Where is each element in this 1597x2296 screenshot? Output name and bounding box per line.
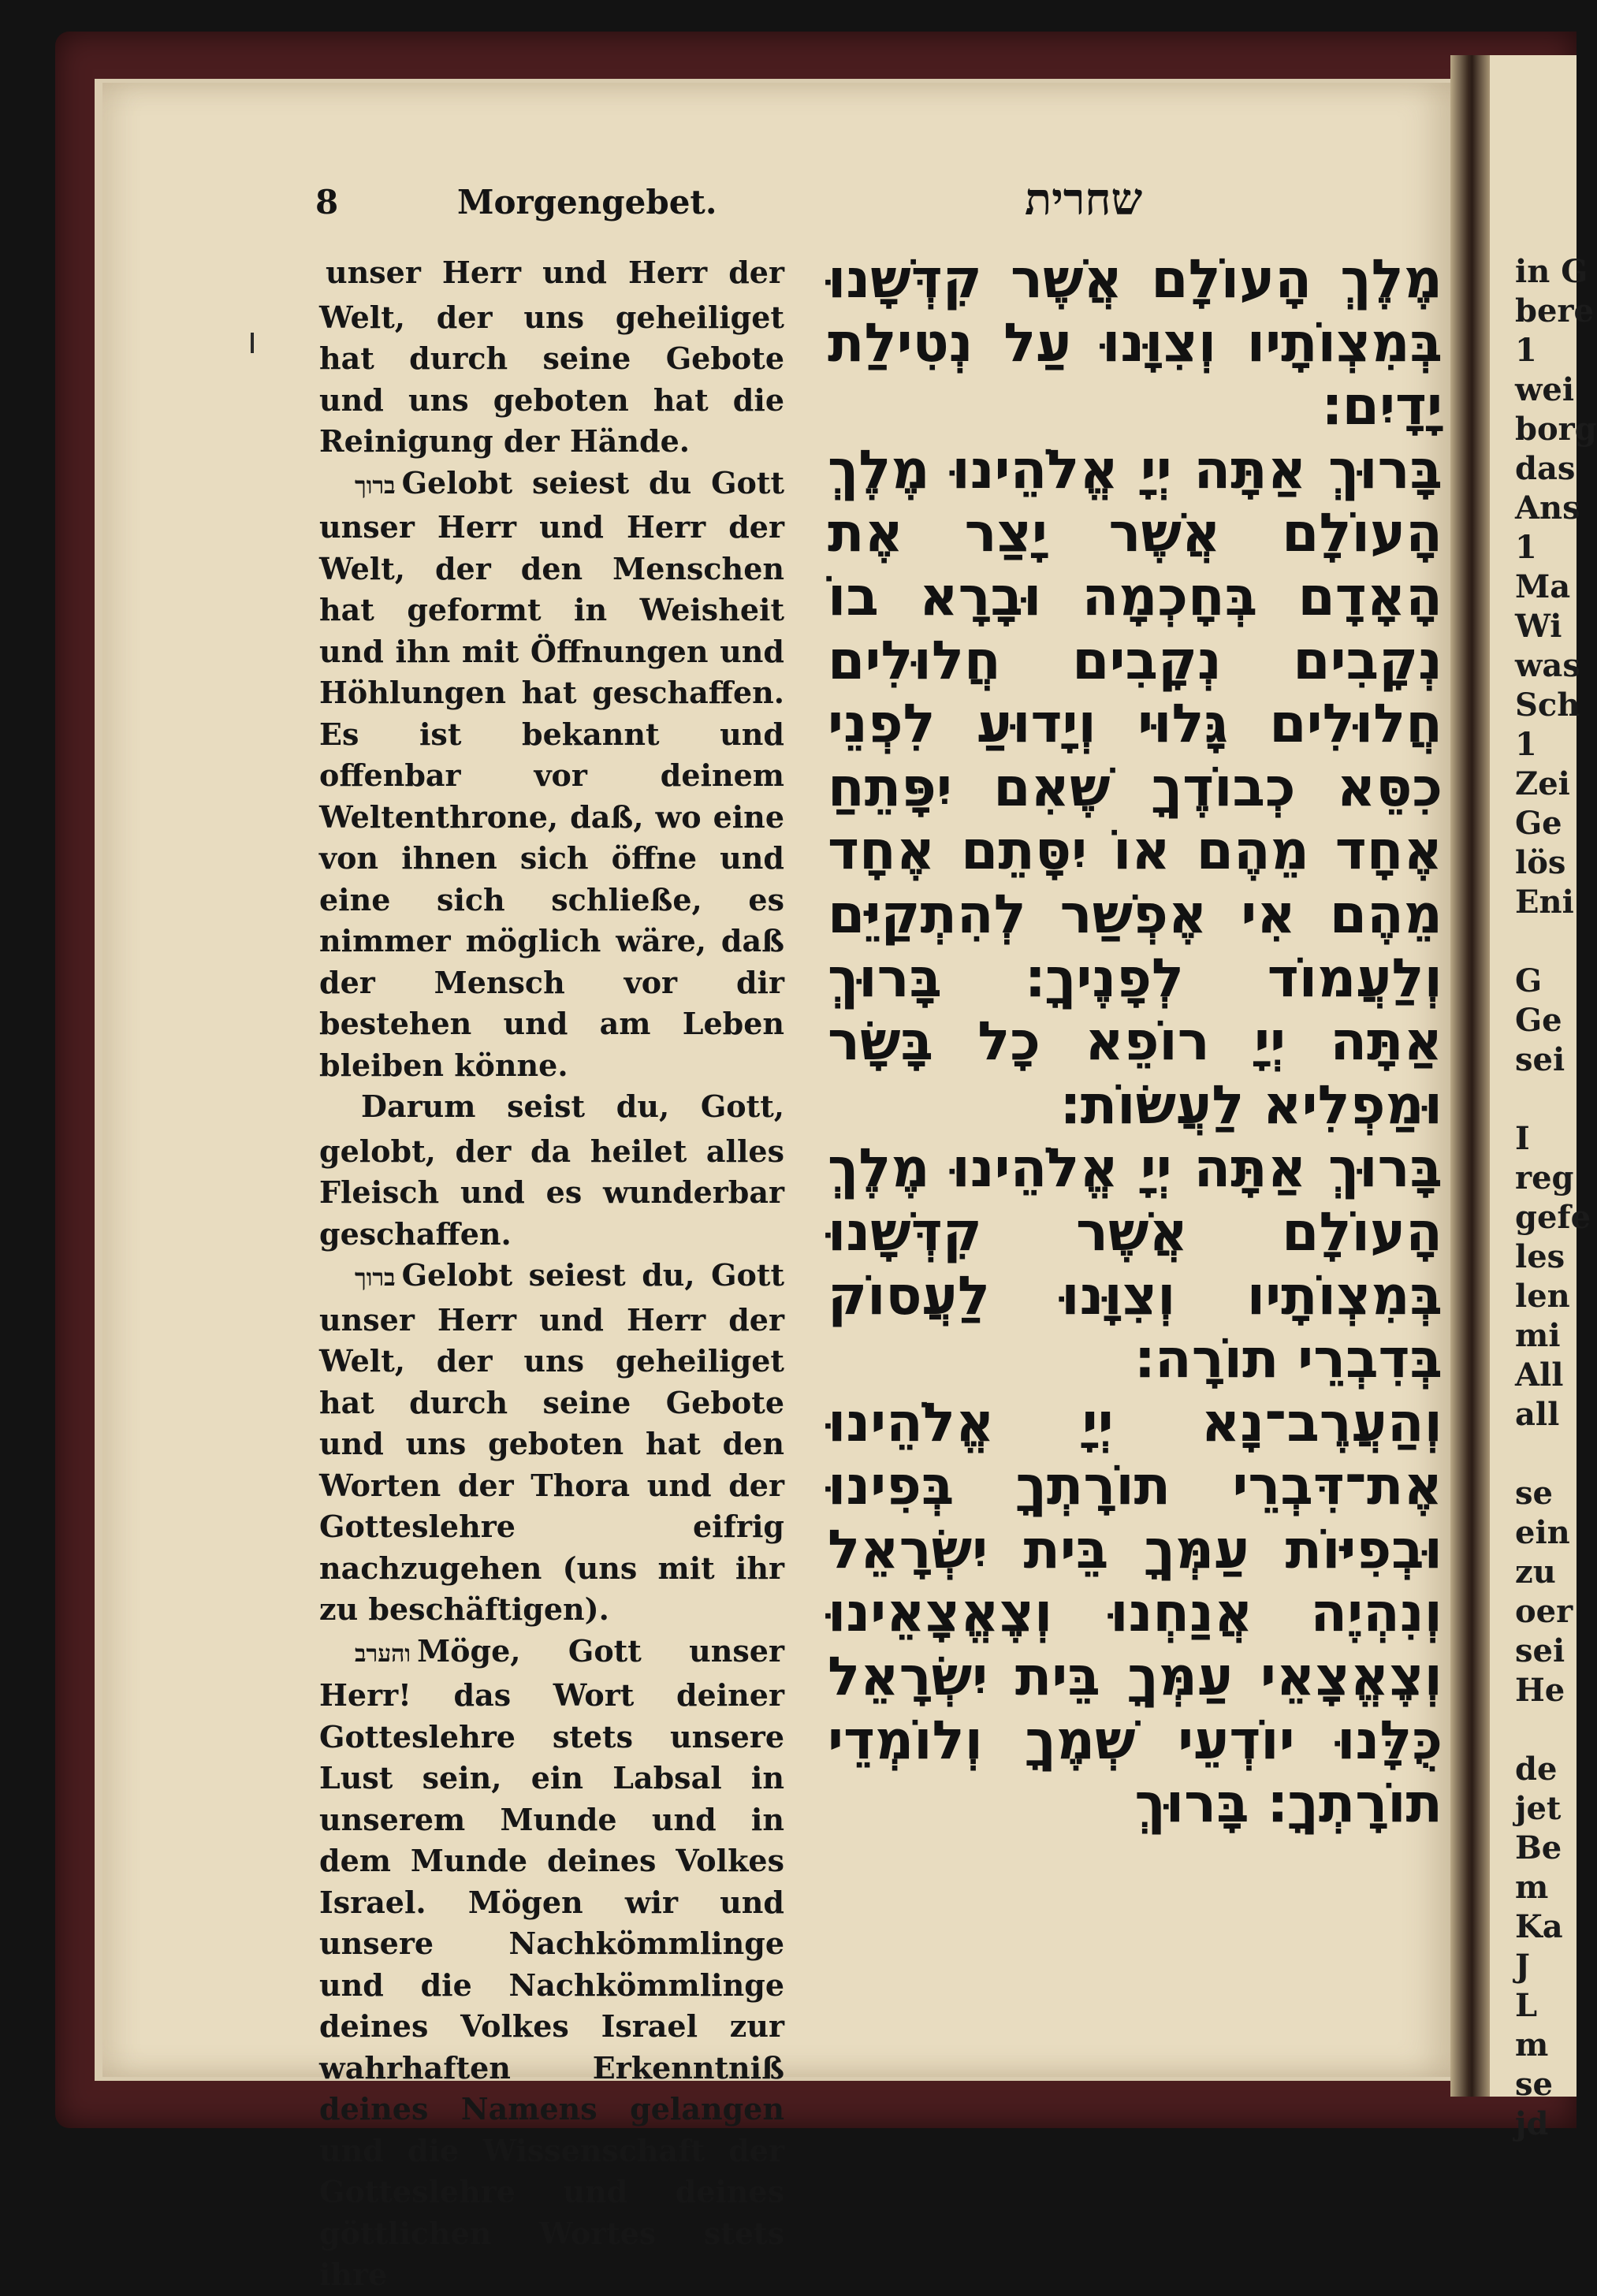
german-paragraph-text: Gelobt seiest du, Gott unser Herr und Herr der Welt, der uns geheiliget hat durch seine Gebote und uns geboten hat den Worten der Thora und der Gotteslehre eifrig nachzugehen (uns mit ihr zu beschäftigen). (319, 1257, 784, 1627)
next-page-text-fragment: Wi (1515, 608, 1562, 645)
german-paragraph-text: Darum seist du, Gott, gelobt, der da heilet alles Fleisch und es wunderbar geschaffen. (319, 1088, 784, 1252)
next-page-text-fragment (1490, 1080, 1577, 1119)
hebrew-paragraph: מֶלֶךְ הָעוֹלָם אֲשֶׁר קִדְּשָׁנוּ בְּמִצְוֹתָיו וְצִוָּנוּ עַל נְטִילַת יָדָיִם׃ (828, 248, 1443, 438)
next-page-text-fragment (1490, 922, 1577, 962)
next-page-text-fragment: jd (1515, 2105, 1549, 2142)
page-number: 8 (315, 183, 339, 221)
next-page-text-fragment: se (1515, 1475, 1553, 1512)
next-page-text-fragment: reg (1515, 1159, 1574, 1196)
next-page-text-fragment: das (1515, 450, 1576, 487)
page-header-right (1025, 173, 1340, 225)
running-title: Morgengebet. (457, 183, 717, 221)
german-paragraph (319, 252, 784, 463)
next-page-text-fragment: Ma (1515, 568, 1571, 605)
next-page-text-fragment: was (1515, 647, 1580, 684)
german-paragraph (319, 1631, 784, 2296)
next-page-text-fragment: Sch (1515, 687, 1580, 724)
german-paragraph (319, 1086, 784, 1255)
next-page-text-fragment: Ge (1515, 1002, 1562, 1039)
next-page-text-fragment: len (1515, 1278, 1570, 1315)
next-page-text-fragment: 1 (1515, 332, 1537, 369)
next-page-text-fragment: Ge (1515, 805, 1562, 842)
hebrew-paragraph: בָּרוּךְ אַתָּה יְיָ אֱלֹהֵינוּ מֶלֶךְ הָעוֹלָם אֲשֶׁר קִדְּשָׁנוּ בְּמִצְוֹתָיו וְצִוָּנוּ לַעֲסוֹק בְּדִבְרֵי תוֹרָה׃ (828, 1137, 1443, 1391)
german-paragraph-text: unser Herr und Herr der Welt, der uns geheiliget hat durch seine Gebote und uns geboten hat die Reinigung der Hände. (319, 255, 784, 459)
german-paragraph (319, 1255, 784, 1631)
next-page-text-fragment: gefe (1515, 1199, 1591, 1236)
next-page-text-fragment: bere (1515, 292, 1594, 329)
german-translation-column (319, 252, 784, 2296)
next-page-edge (1490, 55, 1597, 2142)
next-page-text-fragment: I (1515, 1120, 1530, 1157)
next-page-text-fragment: sei (1515, 1632, 1565, 1669)
next-page-text-fragment: ein (1515, 1514, 1570, 1551)
hebrew-incipit-marker: ברוך (355, 471, 396, 500)
next-page-text-fragment: Ans (1515, 489, 1580, 527)
next-page-text-fragment: L (1515, 1987, 1538, 2024)
next-page-text-fragment: 1 (1515, 529, 1537, 566)
next-page-text-fragment: all (1515, 1396, 1560, 1433)
next-page-text-fragment: zu (1515, 1554, 1556, 1591)
next-page-text-fragment (1490, 1435, 1577, 1474)
next-page-text-fragment: mi (1515, 1317, 1561, 1354)
hebrew-paragraph: בָּרוּךְ אַתָּה יְיָ אֱלֹהֵינוּ מֶלֶךְ הָעוֹלָם אֲשֶׁר יָצַר אֶת הָאָדָם בְּחָכְמָה וּבָרָא בוֹ נְקָבִים נְקָבִים חֲלוּלִים חֲלוּלִים גָּלוּי וְיָדוּעַ לִפְנֵי כִסֵּא כְבוֹדֶךָ שֶׁאִם יִפָּתֵחַ אֶחָד מֵהֶם אוֹ יִסָּתֵם אֶחָד מֵהֶם אִי אֶפְשַׁר לְהִתְקַיֵּם וְלַעֲמוֹד לְפָנֶיךָ׃ בָּרוּךְ אַתָּה יְיָ רוֹפֵא כָל בָּשָׂר וּמַפְלִיא לַעֲשׂוֹת׃ (828, 438, 1443, 1137)
next-page-text-fragment: m (1515, 2026, 1549, 2063)
next-page-text-fragment: Zei (1515, 765, 1570, 802)
next-page-text-fragment: oer (1515, 1593, 1573, 1630)
next-page-text-fragment: lös (1515, 844, 1566, 881)
book-gutter (1450, 55, 1490, 2097)
hebrew-paragraph: וְהַעֲרֶב־נָא יְיָ אֱלֹהֵינוּ אֶת־דִּבְרֵי תוֹרָתְךָ בְּפִינוּ וּבְפִיּוֹת עַמְּךָ בֵּית יִשְׂרָאֵל וְנִהְיֶה אֲנַחְנוּ וְצֶאֱצָאֵינוּ וְצֶאֱצָאֵי עַמְּךָ בֵּית יִשְׂרָאֵל כֻּלָּנוּ יוֹדְעֵי שְׁמֶךָ וְלוֹמְדֵי תוֹרָתְךָ׃ בָּרוּךְ (828, 1391, 1443, 1836)
next-page-text-fragment: borg (1515, 411, 1597, 448)
hebrew-incipit-marker: ברוך (355, 1264, 396, 1292)
next-page-text-fragment: He (1515, 1672, 1565, 1709)
next-page-text-fragment: Ka (1515, 1908, 1563, 1945)
next-page-text-fragment: J (1515, 1948, 1530, 1985)
german-paragraph (319, 463, 784, 1087)
next-page-text-fragment: m (1515, 1869, 1549, 1906)
next-page-text-fragment: les (1515, 1238, 1565, 1275)
hebrew-prayer-column (828, 248, 1443, 1836)
hebrew-running-title: שחרית (1025, 173, 1143, 225)
next-page-text-fragment: All (1515, 1356, 1564, 1394)
next-page-text-fragment: Be (1515, 1829, 1562, 1866)
next-page-text-fragment: jet (1515, 1790, 1562, 1827)
next-page-text-fragment: Eni (1515, 884, 1574, 921)
next-page-text-fragment: de (1515, 1751, 1558, 1788)
german-paragraph-text: Gelobt seiest du Gott unser Herr und Herr der Welt, der den Menschen hat geformt in Weisheit und ihn mit Öffnungen und Höhlungen hat geschaffen. Es ist bekannt und offenbar vor deinem Weltenthrone, daß, wo eine von ihnen sich öffne und eine sich schließe, es nimmer möglich wäre, daß der Mensch vor dir bestehen und am Leben bleiben könne. (319, 464, 784, 1083)
next-page-text-fragment: in G (1515, 253, 1588, 290)
next-page-text-fragment (1490, 1710, 1577, 1750)
next-page-text-fragment: 1 (1515, 726, 1537, 763)
hebrew-incipit-marker: והערב (355, 1639, 411, 1668)
next-page-text-fragment: G (1515, 962, 1543, 999)
margin-mark (251, 333, 254, 353)
next-page-text-fragment: wei (1515, 371, 1575, 408)
next-page-text-fragment: sei (1515, 1041, 1565, 1078)
next-page-text-fragment: se (1515, 2066, 1553, 2103)
german-paragraph-text: Möge, Gott unser Herr! das Wort deiner Gotteslehre stets unsere Lust sein, ein Labsal in unserem Munde und in dem Munde deines Volkes Israel. Mögen wir und unsere Nachkömmlinge und die Nachkömmlinge deines Volkes Israel zur wahrhaften Erkenntniß deines Namens gelangen und die Wissenschaft der Gotteslehre und deines göttlichen Wortes stets ihre (319, 1632, 784, 2292)
